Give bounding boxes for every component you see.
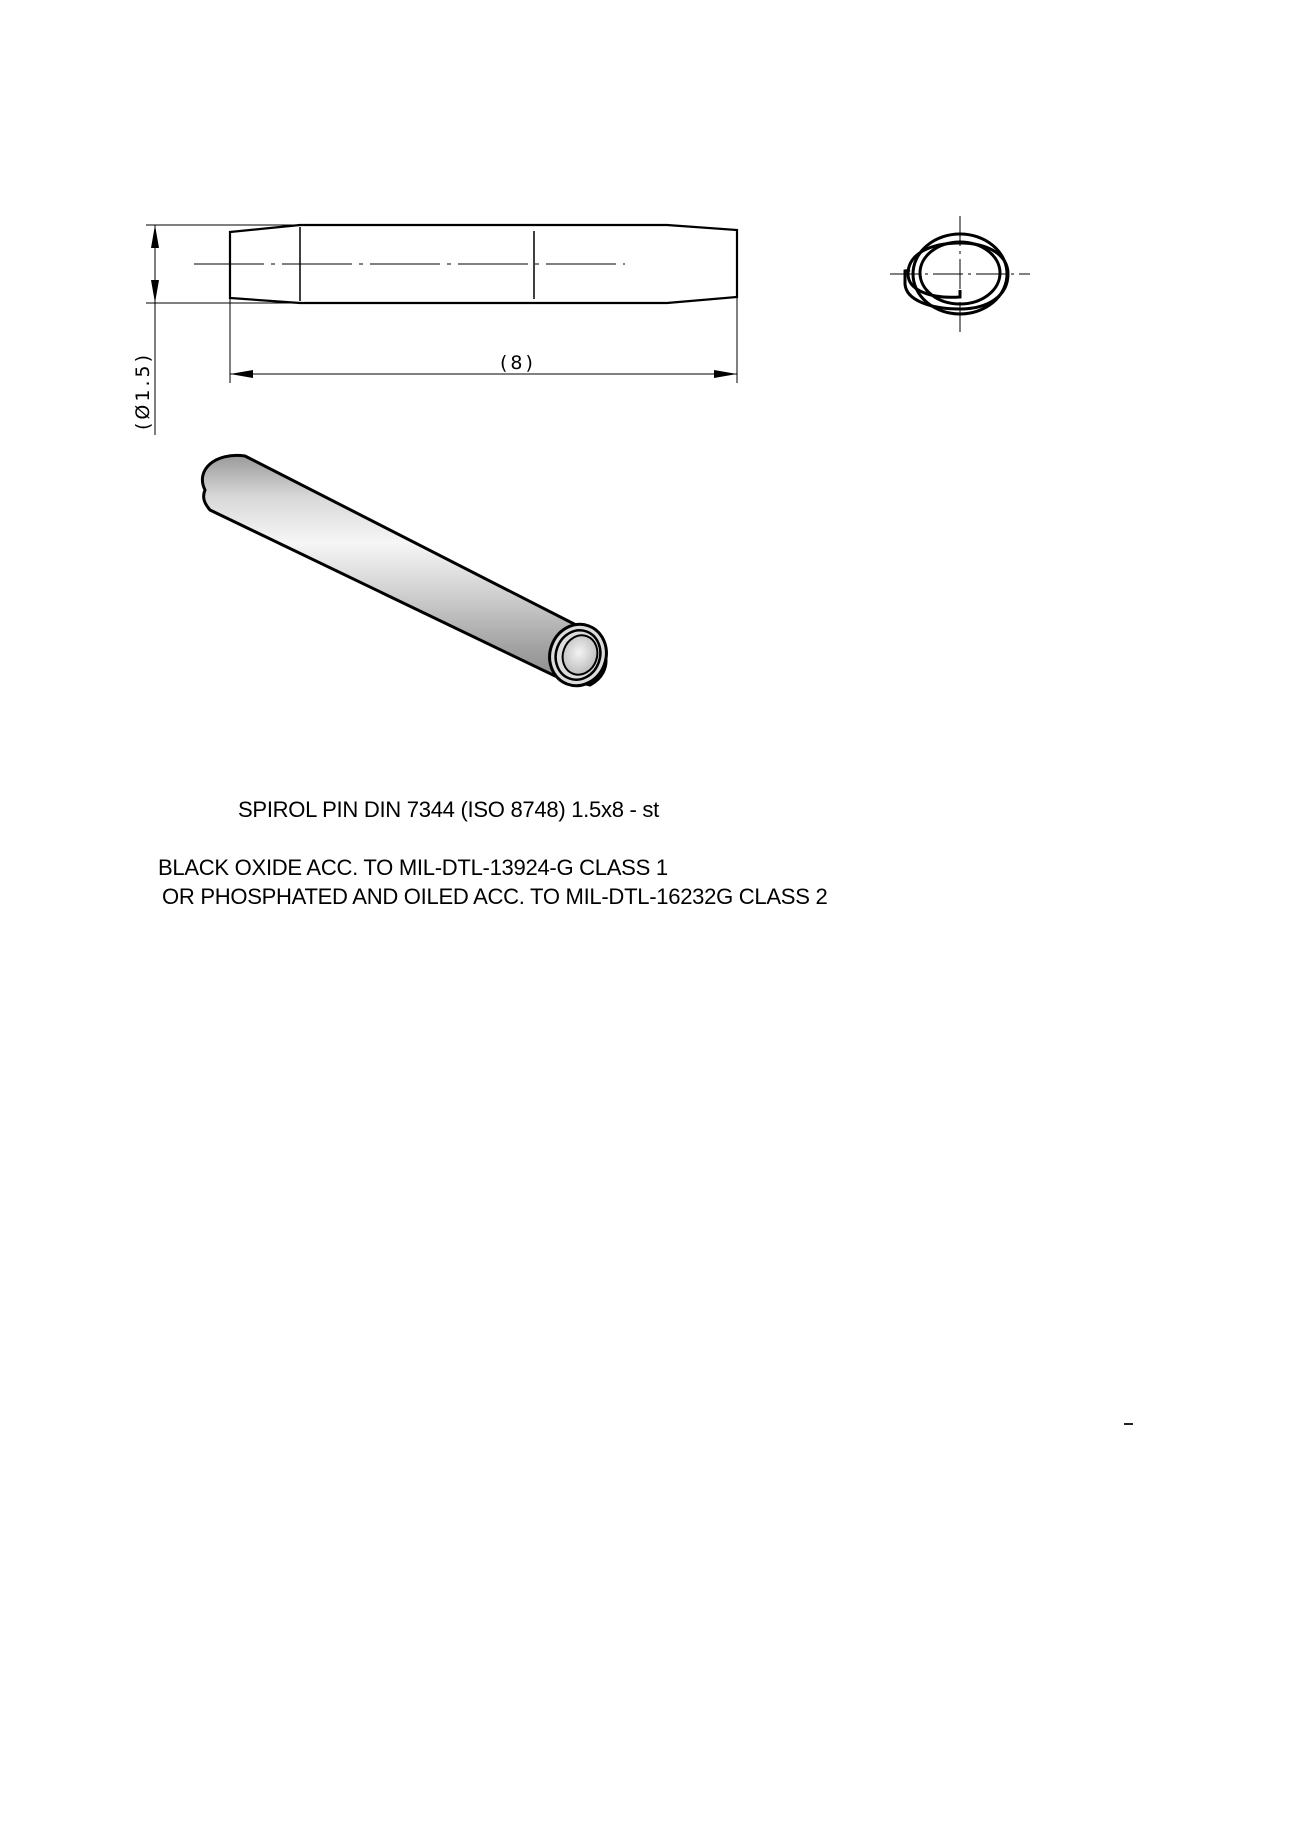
pin-body xyxy=(202,455,606,685)
finish-note-line-1: BLACK OXIDE ACC. TO MIL-DTL-13924-G CLASS 1 xyxy=(158,855,668,880)
arrow-down-icon xyxy=(151,280,159,303)
length-dimension-label: (8) xyxy=(500,352,536,374)
diameter-dimension-label: (Ø1.5) xyxy=(132,352,154,430)
isometric-view xyxy=(202,455,615,693)
side-view xyxy=(146,225,737,435)
arrow-right-icon xyxy=(714,370,737,378)
end-view xyxy=(890,216,1030,333)
technical-drawing xyxy=(0,0,1296,760)
arrow-left-icon xyxy=(230,370,253,378)
part-title: SPIROL PIN DIN 7344 (ISO 8748) 1.5x8 - st xyxy=(238,797,659,822)
finish-note-line-2: OR PHOSPHATED AND OILED ACC. TO MIL-DTL-16232G CLASS 2 xyxy=(162,884,828,909)
stray-dash-mark xyxy=(1124,1423,1133,1425)
arrow-up-icon xyxy=(151,225,159,248)
